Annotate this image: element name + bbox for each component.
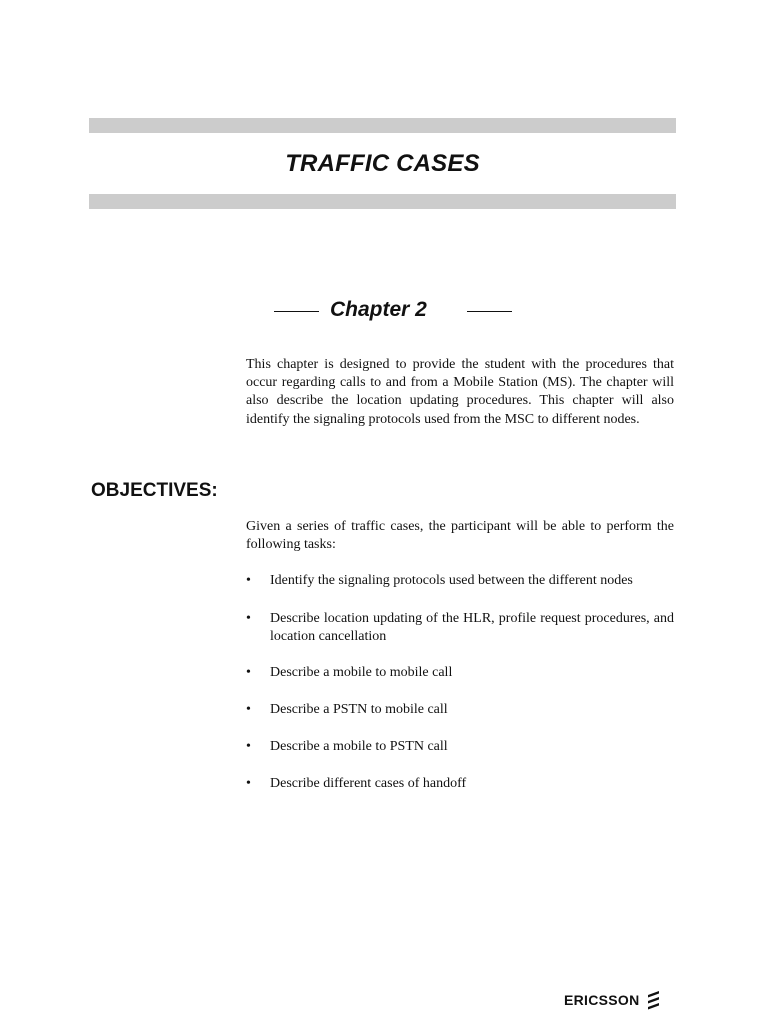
bullet-icon: • (246, 665, 251, 680)
objective-text: Describe a mobile to PSTN call (270, 739, 448, 754)
objective-item (246, 610, 674, 646)
objectives-heading: OBJECTIVES: (91, 480, 218, 501)
bullet-icon: • (246, 739, 251, 754)
chapter-rule-left (274, 311, 319, 312)
intro-paragraph: This chapter is designed to provide the student with the procedures that occur regarding calls to and from a Mobile Station (MS). The chapter will also describe the location updating procedures. This chapter will also identify the signaling protocols used from the MSC to different nodes. (246, 357, 674, 427)
header-bottom-bar (89, 194, 676, 209)
bullet-icon: • (246, 611, 251, 626)
ericsson-logo-icon (646, 990, 661, 1010)
objective-item (246, 738, 674, 756)
objective-item (246, 701, 674, 719)
bullet-icon: • (246, 776, 251, 791)
chapter-label: Chapter 2 (330, 298, 427, 321)
objective-item (246, 664, 674, 682)
objective-item (246, 572, 674, 590)
objective-item (246, 775, 674, 793)
objective-text: Describe a mobile to mobile call (270, 665, 453, 680)
objective-text: Identify the signaling protocols used between the different nodes (270, 573, 633, 588)
objective-text: Describe location updating of the HLR, profile request procedures, and location cancellation (270, 611, 674, 645)
objectives-lead: Given a series of traffic cases, the participant will be able to perform the following tasks: (246, 519, 674, 553)
bullet-icon: • (246, 702, 251, 717)
chapter-rule-right (467, 311, 512, 312)
objective-text: Describe a PSTN to mobile call (270, 702, 448, 717)
bullet-icon: • (246, 573, 251, 588)
logo-wordmark: ERICSSON (564, 992, 640, 1008)
page-title: TRAFFIC CASES (285, 150, 480, 177)
chapter-heading (274, 293, 514, 327)
objective-text: Describe different cases of handoff (270, 776, 467, 791)
header-top-bar (89, 118, 676, 133)
ericsson-logo (564, 989, 661, 1011)
